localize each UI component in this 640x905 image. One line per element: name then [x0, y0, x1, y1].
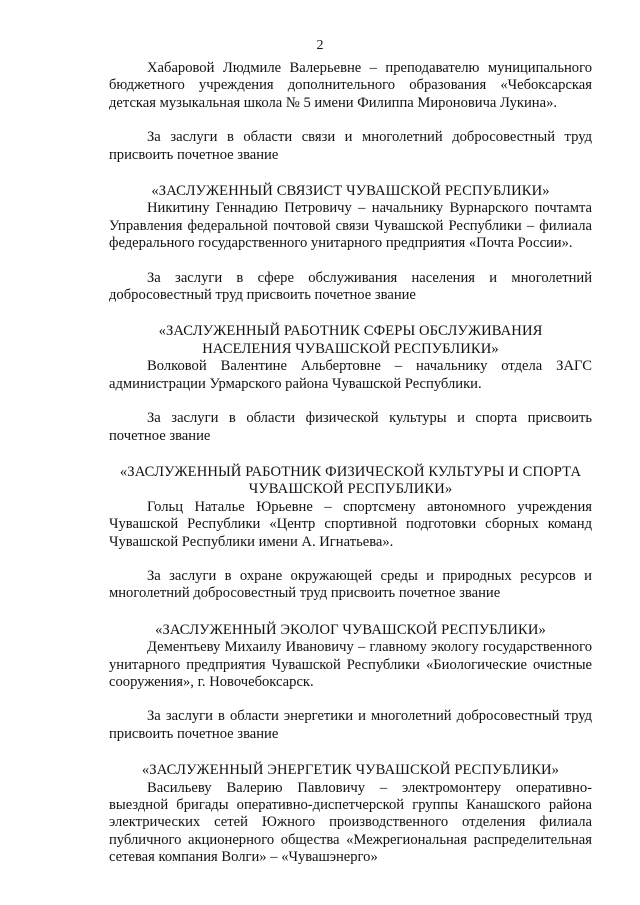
- page-number: 2: [316, 38, 324, 53]
- document-body: [109, 60, 592, 867]
- title-honored-energy-worker: «ЗАСЛУЖЕННЫЙ ЭНЕРГЕТИК ЧУВАШСКОЙ РЕСПУБЛИКИ»: [141, 762, 560, 779]
- paragraph-khabarova: Хабаровой Людмиле Валерьевне – преподавателю муниципального бюджетного учреждения дополнительного образования «Чебоксарская детская музыкальная школа № 5 имени Филиппа Мироновича Лукина».: [109, 60, 592, 111]
- title-honored-sport-worker: «ЗАСЛУЖЕННЫЙ РАБОТНИК ФИЗИЧЕСКОЙ КУЛЬТУРЫ И СПОРТА ЧУВАШСКОЙ РЕСПУБЛИКИ»: [119, 463, 582, 498]
- paragraph-merit-sport: За заслуги в области физической культуры и спорта присвоить почетное звание: [109, 410, 592, 444]
- paragraph-merit-energy: За заслуги в области энергетики и многолетний добросовестный труд присвоить почетное звание: [109, 708, 592, 742]
- paragraph-vasilyev: Васильеву Валерию Павловичу – электромонтеру оперативно-выездной бригады оперативно-диспетчерской группы Канашского района электрических сетей Южного производственного отделения филиала публичного акционерного общества «Межрегиональная распределительная сетевая компания Волги» – «Чувашэнерго»: [109, 779, 592, 866]
- paragraph-volkova: Волковой Валентине Альбертовне – начальнику отдела ЗАГС администрации Урмарского района Чувашской Республики.: [109, 358, 592, 392]
- paragraph-dementyev: Дементьеву Михаилу Ивановичу – главному экологу государственного унитарного предприятия Чувашской Республики «Биологические очистные сооружения», г. Новочебоксарск.: [109, 639, 592, 690]
- paragraph-golts: Гольц Наталье Юрьевне – спортсмену автономного учреждения Чувашской Республики «Центр спортивной подготовки сборных команд Чувашской Республики имени А. Игнатьева».: [109, 498, 592, 550]
- title-honored-communicator: «ЗАСЛУЖЕННЫЙ СВЯЗИСТ ЧУВАШСКОЙ РЕСПУБЛИКИ»: [151, 183, 550, 200]
- title-honored-ecologist: «ЗАСЛУЖЕННЫЙ ЭКОЛОГ ЧУВАШСКОЙ РЕСПУБЛИКИ»: [155, 621, 546, 638]
- paragraph-nikitin: Никитину Геннадию Петровичу – начальнику Вурнарского почтамта Управления федеральной почтовой связи Чувашской Республики – филиала федерального государственного унитарного предприятия «Почта России».: [109, 200, 592, 252]
- paragraph-merit-service: За заслуги в сфере обслуживания населения и многолетний добросовестный труд присвоить почетное звание: [109, 269, 592, 304]
- paragraph-merit-communication: За заслуги в области связи и многолетний добросовестный труд присвоить почетное звание: [109, 129, 592, 163]
- paragraph-merit-ecology: За заслуги в охране окружающей среды и природных ресурсов и многолетний добросовестный труд присвоить почетное звание: [109, 567, 592, 602]
- title-honored-service-worker: «ЗАСЛУЖЕННЫЙ РАБОТНИК СФЕРЫ ОБСЛУЖИВАНИЯ НАСЕЛЕНИЯ ЧУВАШСКОЙ РЕСПУБЛИКИ»: [158, 323, 543, 357]
